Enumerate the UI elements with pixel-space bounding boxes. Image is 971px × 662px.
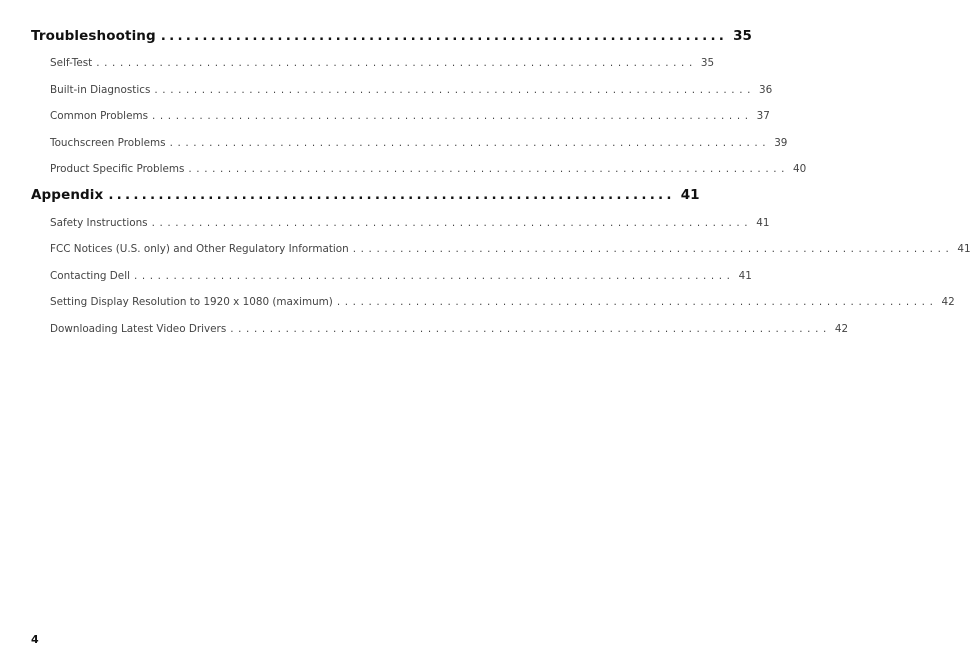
toc-entry[interactable]	[50, 270, 752, 282]
toc-section-title: Troubleshooting	[31, 28, 156, 44]
toc-entry-title: Setting Display Resolution to 1920 x 1080 (maximum)	[50, 296, 333, 308]
toc-section-troubleshooting[interactable]	[31, 28, 752, 44]
dot-leader: ............................................................................	[336, 296, 938, 308]
toc-entry-page: 35	[700, 57, 715, 69]
toc-entry-title: Self-Test	[50, 57, 93, 69]
toc-section-title: Appendix	[31, 187, 104, 203]
toc-entry-page: 37	[756, 110, 770, 122]
dot-leader: ............................................................................	[230, 323, 831, 335]
dot-leader: ............................................................................	[352, 243, 954, 255]
dot-leader: ............................................................................	[96, 57, 697, 69]
toc-section-appendix[interactable]	[31, 187, 700, 203]
toc-entry[interactable]	[50, 296, 955, 308]
toc-entry-page: 41	[756, 217, 770, 229]
dot-leader: ............................................................................	[133, 270, 735, 282]
toc-entry[interactable]	[50, 110, 770, 122]
page-number: 4	[31, 633, 39, 646]
dot-leader: ............................................................................	[188, 163, 790, 175]
toc-entry-title: Common Problems	[50, 110, 148, 122]
toc-entry[interactable]	[50, 217, 770, 229]
toc-entry-title: Touchscreen Problems	[50, 137, 166, 149]
toc-entry-page: 42	[834, 323, 849, 335]
toc-entry[interactable]	[50, 137, 788, 149]
toc-entry-title: Product Specific Problems	[50, 163, 185, 175]
toc-entry-title: Contacting Dell	[50, 270, 130, 282]
dot-leader: ....................................................................	[108, 187, 675, 203]
toc-entry-title: FCC Notices (U.S. only) and Other Regulatory Information	[50, 243, 349, 255]
toc-entry[interactable]	[50, 243, 971, 255]
toc-entry-title: Built-in Diagnostics	[50, 84, 151, 96]
toc-section-page: 35	[733, 28, 752, 44]
toc-entry-page: 41	[957, 243, 971, 255]
toc-entry-page: 40	[793, 163, 807, 175]
dot-leader: ............................................................................	[154, 84, 756, 96]
toc-entry[interactable]	[50, 323, 849, 335]
toc-section-page: 41	[680, 187, 700, 203]
dot-leader: ............................................................................	[152, 110, 753, 122]
dot-leader: ............................................................................	[169, 137, 771, 149]
toc-entry-page: 36	[759, 84, 773, 96]
toc-entry-page: 39	[774, 137, 788, 149]
toc-entry-title: Safety Instructions	[50, 217, 148, 229]
toc-entry[interactable]	[50, 84, 773, 96]
toc-entry-page: 42	[941, 296, 955, 308]
toc-entry-page: 41	[738, 270, 752, 282]
toc-entry[interactable]	[50, 163, 807, 175]
toc-entry-title: Downloading Latest Video Drivers	[50, 323, 227, 335]
dot-leader: ............................................................................	[151, 217, 753, 229]
toc-entry[interactable]	[50, 57, 715, 69]
dot-leader: ....................................................................	[160, 28, 728, 44]
